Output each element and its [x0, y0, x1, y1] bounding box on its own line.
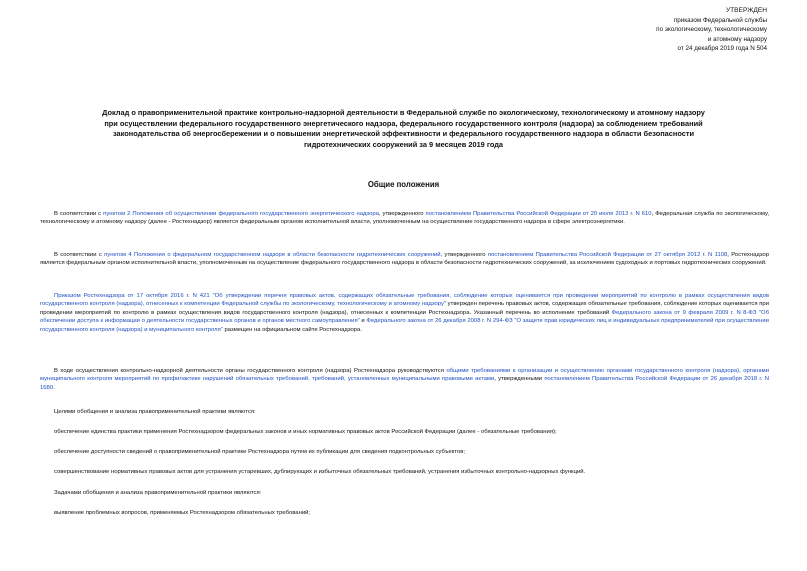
tasks-intro: Задачами обобщения и анализа правоприменительной практики являются: — [54, 490, 262, 496]
section-heading: Общие положения — [367, 180, 440, 189]
text-run: и — [359, 318, 367, 325]
goals-intro: Целями обобщения и анализа правоприменительной практики являются: — [54, 409, 256, 415]
link-government-decree-1680[interactable]: постановлением Правительства Российской Федерации от 26 декабря 2018 г. N 1680 — [40, 376, 769, 391]
link-general-requirements-prevention[interactable]: общими требованиями к организации и осуществлению органами государственного контроля (надзора), органами муниципального контроля мероприятий по профилактике нарушений обязательных требований, требований, установленных муниципальными правовыми актами — [40, 368, 769, 383]
approval-line: по экологическому, технологическому — [656, 26, 767, 34]
link-federal-law-294fz[interactable]: Федерального закона от 26 декабря 2008 г. N 294-ФЗ "О защите прав юридических лиц и индивидуальных предпринимателей при осуществлении государственного контроля (надзора) и муниципального контроля" — [40, 318, 769, 333]
paragraph-energy-supervision — [40, 210, 769, 227]
approval-head: УТВЕРЖДЕН — [725, 7, 767, 14]
paragraph-hydraulic-structures — [40, 251, 769, 268]
text-run: В ходе осуществления контрольно-надзорной деятельности органы государственного контроля (надзора) Ростехнадзора руководствуются — [54, 368, 447, 374]
title-line: при осуществлении федерального государственного энергетического надзора, федерального государственного контроля (надзора) за соблюдением требований — [104, 118, 703, 128]
approval-line: приказом Федеральной службы — [673, 16, 767, 24]
text-run: В соответствии с — [54, 252, 105, 258]
document-title — [38, 108, 769, 150]
task-item: выявление проблемных вопросов, применяемых Ростехнадзором обязательных требований; — [54, 510, 311, 516]
text-run: . — [53, 384, 55, 391]
text-run: размещен на официальном сайте Ростехнадзора. — [222, 326, 362, 333]
link-government-decree-1108[interactable]: постановлением Правительства Российской Федерации от 27 октября 2012 г. N 1108 — [487, 252, 728, 258]
paragraph-prevention-requirements — [40, 367, 769, 392]
title-line: Доклад о правоприменительной практике контрольно-надзорной деятельности в Федеральной службе по экологическому, технологическому и атомному надзору — [102, 108, 705, 117]
paragraph-mandatory-requirements-list — [40, 292, 769, 334]
text-run: , Ростехнадзор является федеральным органом исполнительной власти, уполномоченным на осуществление федерального государственного надзора в области безопасности гидротехнических сооружений, за исключением судоходных и портовых гидротехнических сооружений. — [40, 252, 770, 267]
link-energy-supervision-regulation[interactable]: пунктом 2 Положения об осуществлении федерального государственного энергетического надзора — [103, 211, 379, 217]
goal-item: обеспечение единства практики применения Ростехнадзором федеральных законов и иных нормативных правовых актов Российской Федерации (далее - обязательные требования); — [54, 429, 557, 435]
link-hydraulic-supervision-regulation[interactable]: пунктом 4 Положения о федеральном государственном надзоре в области безопасности гидротехнических сооружений — [104, 252, 441, 258]
title-line: гидротехнических сооружений за 9 месяцев 2019 года — [303, 139, 504, 149]
text-run: В соответствии с — [54, 211, 104, 217]
link-order-421[interactable]: Приказом Ростехнадзора от 17 октября 2016 г. N 421 "Об утверждении перечня правовых актов, содержащих обязательные требования, соблюдение которых оценивается при проведении мероприятий по контролю в рамках осуществления видов государственного контроля (надзора), отнесенных к компетенции Федеральной службы по экологическому, технологическому и атомному надзору" — [40, 293, 769, 308]
text-run: утвержден перечень правовых актов, содержащих обязательные требования, соблюдение которых оценивается при проведении мероприятий по контролю в рамках осуществления видов государственного контроля (надзора), отнесенных к компетенции Ростехнадзора. Указанный перечень во исполнение требований — [40, 301, 769, 316]
goal-item: обеспечение доступности сведений о правоприменительной практике Ростехнадзора путем их публикации для сведения подконтрольных субъектов; — [54, 449, 465, 455]
text-run: , Федеральная служба по экологическому, технологическому и атомному надзору (далее - Ростехнадзор) является федеральным органом исполнительной власти, уполномоченным на осуществление государственного надзора в сфере электроэнергетики. — [40, 211, 770, 226]
text-run: , утвержденного — [378, 211, 426, 217]
link-government-decree-610[interactable]: постановлением Правительства Российской Федерации от 20 июля 2013 г. N 610 — [425, 211, 652, 217]
link-federal-law-8fz[interactable]: Федерального закона от 9 февраля 2009 г. N 8-ФЗ "Об обеспечении доступа к информации о деятельности государственных органов и органов местного самоуправления" — [40, 309, 769, 325]
approval-stamp — [656, 6, 767, 54]
text-run: , утвержденными — [494, 376, 545, 383]
goal-item: совершенствование нормативных правовых актов для устранения устаревших, дублирующих и избыточных обязательных требований, устранения избыточных контрольно-надзорных функций. — [54, 469, 586, 475]
approval-line: от 24 декабря 2019 года N 504 — [677, 45, 767, 53]
title-line: законодательства об энергосбережении и о повышении энергетической эффективности и федерального государственного надзора в области безопасности — [112, 129, 695, 139]
text-run: , утвержденного — [440, 252, 488, 258]
approval-line: и атомному надзору — [707, 35, 767, 43]
